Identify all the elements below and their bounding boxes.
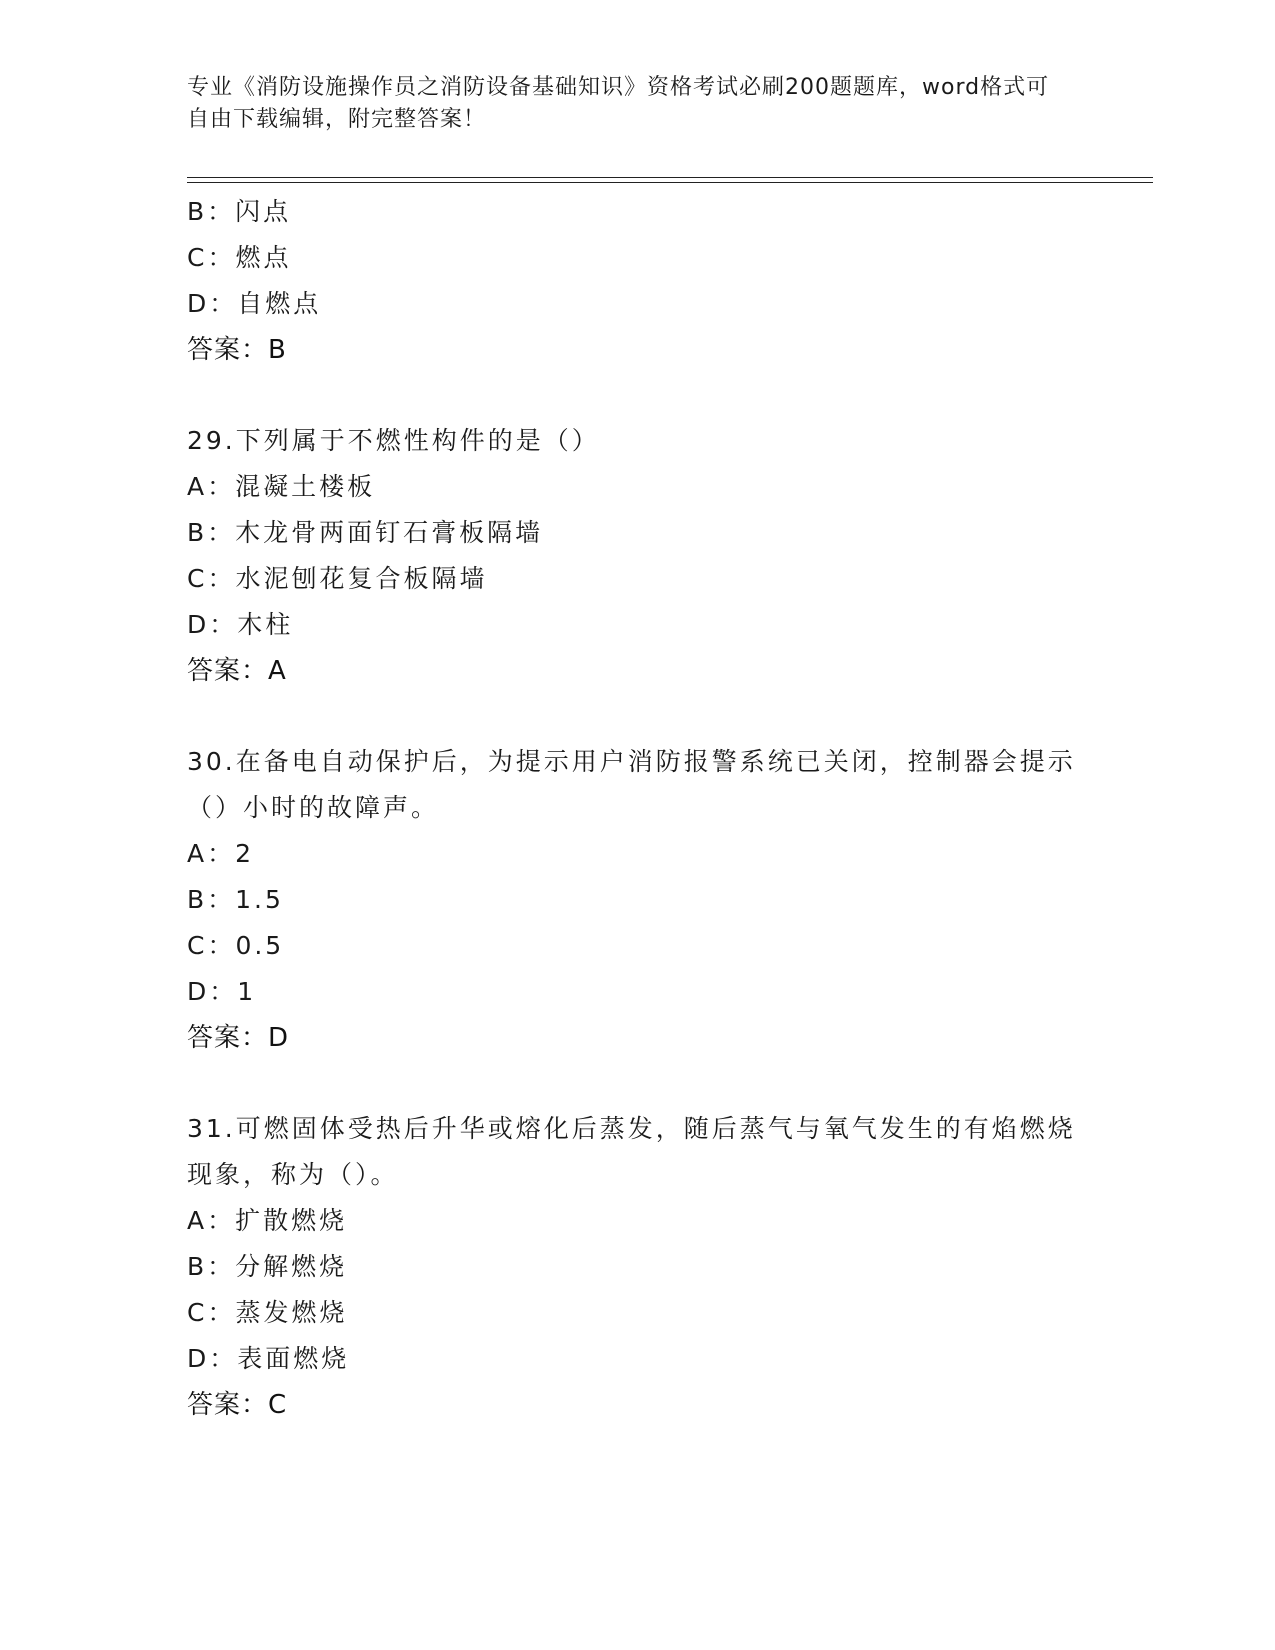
document-header: 专业《消防设施操作员之消防设备基础知识》资格考试必刷200题题库，word格式可自由下载编辑，附完整答案！ <box>187 75 1050 132</box>
question-list <box>187 189 1077 1428</box>
question-stem: 31.可燃固体受热后升华或熔化后蒸发，随后蒸气与氧气发生的有焰燃烧现象，称为（）。 <box>187 1114 1076 1189</box>
question-block-29 <box>187 418 1077 694</box>
spacer <box>187 373 1077 418</box>
option-b: B：1.5 <box>187 885 284 914</box>
option-d: D：表面燃烧 <box>187 1344 350 1373</box>
answer-line: 答案：A <box>187 656 287 686</box>
option-d: D：木柱 <box>187 610 294 639</box>
spacer <box>187 694 1077 739</box>
option-a: A：扩散燃烧 <box>187 1206 348 1235</box>
question-stem: 29.下列属于不燃性构件的是（） <box>187 426 600 455</box>
option-d: D：1 <box>187 977 257 1006</box>
answer-line: 答案：D <box>187 1023 290 1053</box>
spacer <box>187 1061 1077 1106</box>
question-block-30 <box>187 739 1077 1061</box>
option-b: B：闪点 <box>187 197 292 226</box>
option-c: C：燃点 <box>187 243 292 272</box>
question-stem: 30.在备电自动保护后，为提示用户消防报警系统已关闭，控制器会提示（）小时的故障声。 <box>187 747 1076 822</box>
header-divider-bottom <box>187 182 1153 183</box>
question-block-31 <box>187 1106 1077 1428</box>
option-b: B：木龙骨两面钉石膏板隔墙 <box>187 518 544 547</box>
option-b: B：分解燃烧 <box>187 1252 348 1281</box>
question-block-partial <box>187 189 1077 373</box>
option-c: C：水泥刨花复合板隔墙 <box>187 564 488 593</box>
option-c: C：0.5 <box>187 931 285 960</box>
answer-line: 答案：C <box>187 1390 288 1420</box>
option-c: C：蒸发燃烧 <box>187 1298 348 1327</box>
option-a: A：混凝土楼板 <box>187 472 376 501</box>
header-divider-top <box>187 177 1153 178</box>
option-a: A：2 <box>187 839 255 868</box>
option-d: D：自燃点 <box>187 289 322 318</box>
answer-line: 答案：B <box>187 335 287 365</box>
